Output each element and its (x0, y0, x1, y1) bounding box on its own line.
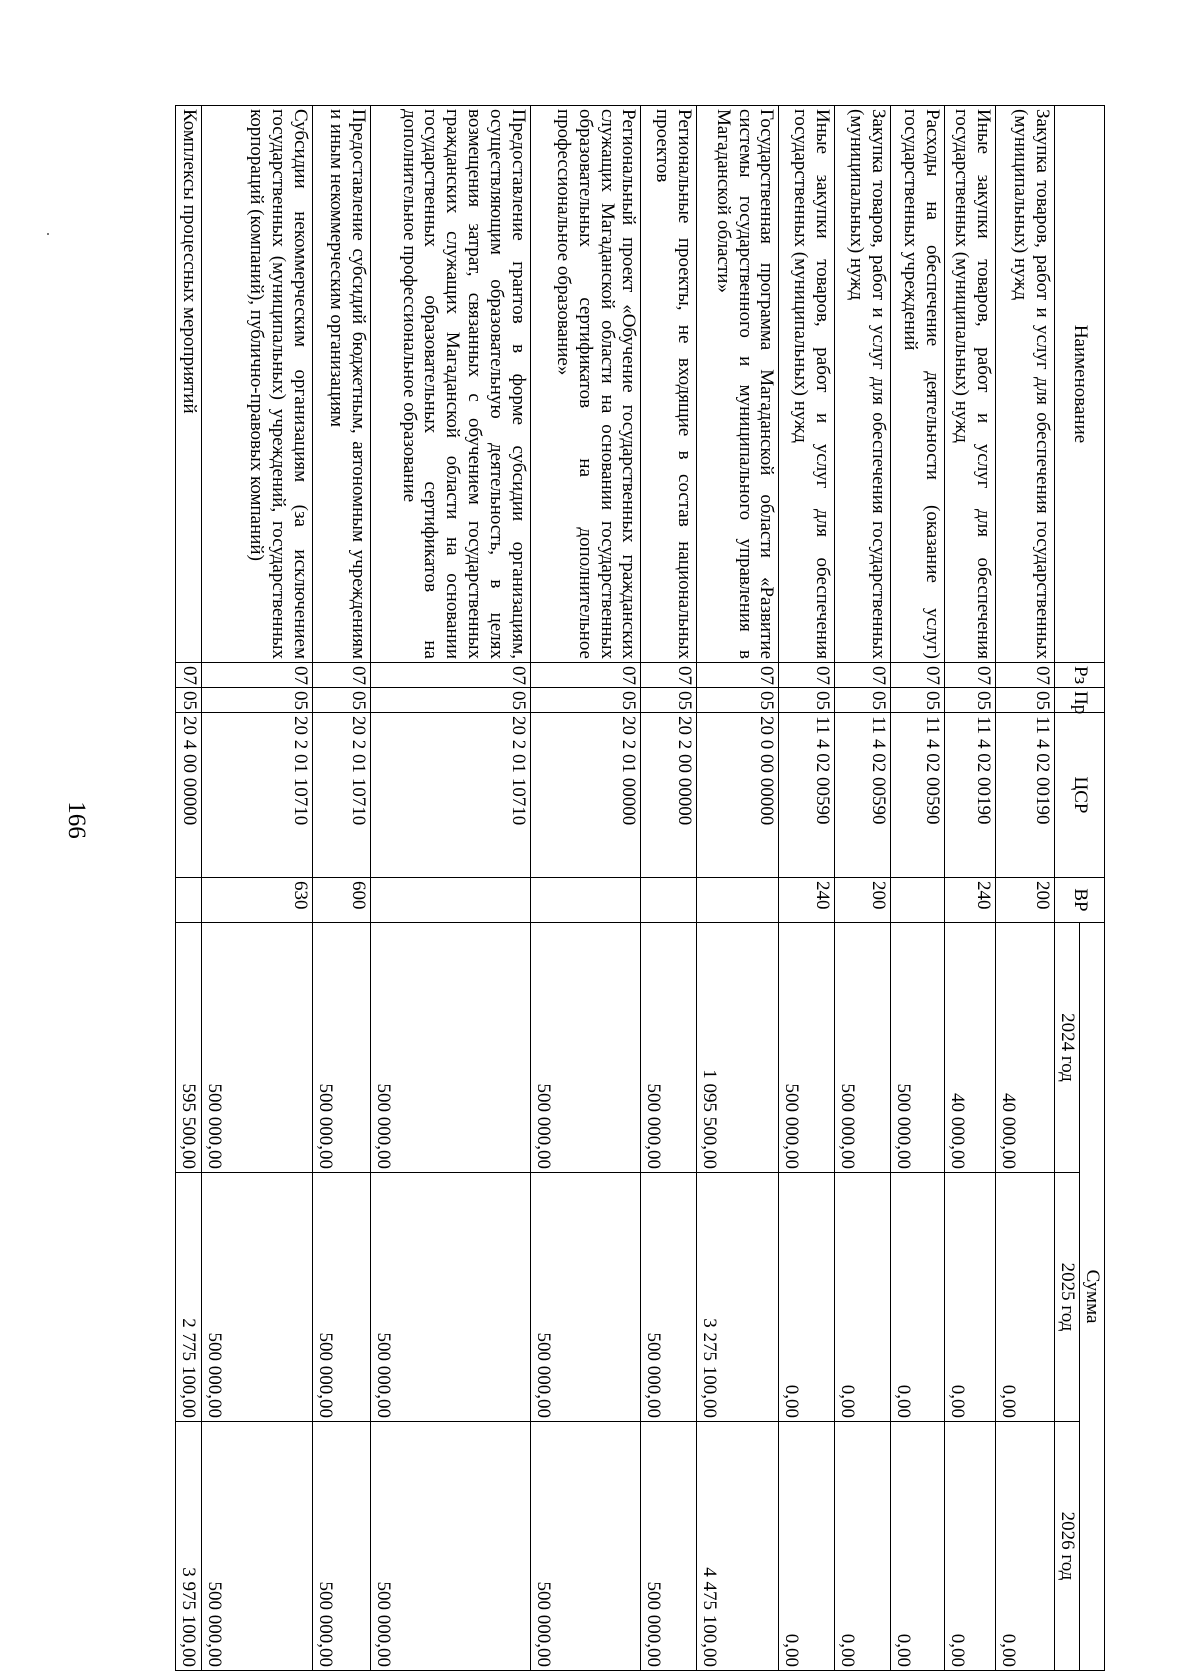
row-rz: 07 (944, 663, 996, 688)
row-amount-2025: 0,00 (891, 1173, 945, 1422)
row-amount-2024: 500 000,00 (891, 923, 945, 1173)
row-rz: 07 (996, 663, 1055, 688)
row-pr: 05 (891, 688, 945, 713)
row-name: Государственная программа Магаданской области «Развитие системы государственного и муниципального управления в Магаданской области» (697, 106, 779, 663)
row-vr (641, 878, 697, 923)
budget-table (175, 105, 1105, 1671)
row-pr: 05 (530, 688, 641, 713)
row-amount-2026: 0,00 (996, 1422, 1055, 1671)
row-amount-2024: 500 000,00 (530, 923, 641, 1173)
table-row (944, 106, 996, 1671)
row-name: Закупка товаров, работ и услуг для обеспечения государственных (муниципальных) нужд (835, 106, 891, 663)
row-csr: 20 4 00 00000 (176, 713, 202, 878)
rotated-table-container (175, 105, 1105, 1670)
row-amount-2024: 1 095 500,00 (697, 923, 779, 1173)
row-amount-2026: 500 000,00 (202, 1422, 313, 1671)
row-csr: 20 2 01 10710 (370, 713, 530, 878)
row-amount-2026: 0,00 (891, 1422, 945, 1671)
row-name: Расходы на обеспечение деятельности (оказание услуг) государственных учреждений (891, 106, 945, 663)
row-pr: 05 (176, 688, 202, 713)
row-pr: 05 (641, 688, 697, 713)
table-row (641, 106, 697, 1671)
row-amount-2026: 0,00 (835, 1422, 891, 1671)
row-vr: 200 (835, 878, 891, 923)
row-rz: 07 (835, 663, 891, 688)
row-csr: 20 2 01 00000 (530, 713, 641, 878)
row-amount-2025: 500 000,00 (370, 1173, 530, 1422)
row-csr: 11 4 02 00590 (779, 713, 835, 878)
header-2026: 2026 год (1055, 1422, 1080, 1671)
row-amount-2024: 500 000,00 (312, 923, 370, 1173)
row-rz: 07 (202, 663, 313, 688)
row-pr: 05 (202, 688, 313, 713)
row-vr (891, 878, 945, 923)
table-row (202, 106, 313, 1671)
row-name: Иные закупки товаров, работ и услуг для обеспечения государственных (муниципальных) нужд (944, 106, 996, 663)
row-pr: 05 (996, 688, 1055, 713)
row-name: Субсидии некоммерческим организациям (за исключением государственных (муниципальных) учреждений, государственных корпораций (компаний), публично-правовых компаний) (202, 106, 313, 663)
row-amount-2025: 0,00 (779, 1173, 835, 1422)
row-name: Закупка товаров, работ и услуг для обеспечения государственных (муниципальных) нужд (996, 106, 1055, 663)
row-amount-2026: 0,00 (944, 1422, 996, 1671)
row-amount-2024: 500 000,00 (370, 923, 530, 1173)
table-row (996, 106, 1055, 1671)
row-rz: 07 (530, 663, 641, 688)
row-amount-2024: 500 000,00 (641, 923, 697, 1173)
row-name: Комплексы процессных мероприятий (176, 106, 202, 663)
row-vr: 200 (996, 878, 1055, 923)
header-pr: Пр (1055, 688, 1105, 713)
row-csr: 20 0 00 00000 (697, 713, 779, 878)
row-amount-2026: 4 475 100,00 (697, 1422, 779, 1671)
header-vr: ВР (1055, 878, 1105, 923)
header-rz: Рз (1055, 663, 1105, 688)
row-amount-2024: 500 000,00 (835, 923, 891, 1173)
table-row (835, 106, 891, 1671)
row-amount-2025: 500 000,00 (641, 1173, 697, 1422)
row-csr: 11 4 02 00590 (891, 713, 945, 878)
row-pr: 05 (312, 688, 370, 713)
row-csr: 11 4 02 00190 (996, 713, 1055, 878)
row-amount-2024: 40 000,00 (944, 923, 996, 1173)
row-rz: 07 (779, 663, 835, 688)
row-rz: 07 (641, 663, 697, 688)
row-amount-2025: 0,00 (835, 1173, 891, 1422)
row-csr: 20 2 01 10710 (202, 713, 313, 878)
row-vr: 600 (312, 878, 370, 923)
row-rz: 07 (697, 663, 779, 688)
row-amount-2026: 500 000,00 (641, 1422, 697, 1671)
table-row (312, 106, 370, 1671)
row-name: Иные закупки товаров, работ и услуг для обеспечения государственных (муниципальных) нужд (779, 106, 835, 663)
page-number: 166 (63, 801, 90, 839)
row-amount-2024: 500 000,00 (202, 923, 313, 1173)
row-pr: 05 (697, 688, 779, 713)
row-amount-2026: 500 000,00 (370, 1422, 530, 1671)
row-vr: 240 (779, 878, 835, 923)
row-vr (697, 878, 779, 923)
row-name: Предоставление грантов в форме субсидии организациям, осуществляющим образовательную деятельность, в целях возмещения затрат, связанных с обучением государственных гражданских служащих Магаданской области на основании государственных образовательных сертификатов на дополнительное профессиональное образование (370, 106, 530, 663)
row-rz: 07 (176, 663, 202, 688)
row-vr (176, 878, 202, 923)
row-amount-2026: 0,00 (779, 1422, 835, 1671)
row-amount-2025: 500 000,00 (202, 1173, 313, 1422)
header-name: Наименование (1055, 106, 1105, 663)
row-amount-2026: 3 975 100,00 (176, 1422, 202, 1671)
header-csr: ЦСР (1055, 713, 1105, 878)
row-rz: 07 (370, 663, 530, 688)
header-2024: 2024 год (1055, 923, 1080, 1173)
row-vr (530, 878, 641, 923)
row-amount-2025: 0,00 (996, 1173, 1055, 1422)
row-amount-2024: 500 000,00 (779, 923, 835, 1173)
row-amount-2024: 40 000,00 (996, 923, 1055, 1173)
row-vr: 630 (202, 878, 313, 923)
row-vr: 240 (944, 878, 996, 923)
header-sum: Сумма (1080, 923, 1105, 1671)
row-csr: 11 4 02 00590 (835, 713, 891, 878)
header-2025: 2025 год (1055, 1173, 1080, 1422)
row-vr (370, 878, 530, 923)
table-body (176, 106, 1055, 1671)
row-pr: 05 (779, 688, 835, 713)
row-rz: 07 (312, 663, 370, 688)
row-amount-2025: 500 000,00 (530, 1173, 641, 1422)
table-row (176, 106, 202, 1671)
table-row (370, 106, 530, 1671)
table-row (697, 106, 779, 1671)
scan-speck (47, 233, 49, 235)
row-amount-2024: 595 500,00 (176, 923, 202, 1173)
row-csr: 11 4 02 00190 (944, 713, 996, 878)
table-row (779, 106, 835, 1671)
row-amount-2025: 3 275 100,00 (697, 1173, 779, 1422)
row-pr: 05 (944, 688, 996, 713)
row-amount-2026: 500 000,00 (312, 1422, 370, 1671)
row-amount-2025: 500 000,00 (312, 1173, 370, 1422)
row-amount-2025: 2 775 100,00 (176, 1173, 202, 1422)
row-name: Региональный проект «Обучение государственных гражданских служащих Магаданской области на основании государственных образовательных сертификатов на дополнительное профессиональное образование» (530, 106, 641, 663)
row-name: Региональные проекты, не входящие в состав национальных проектов (641, 106, 697, 663)
row-amount-2025: 0,00 (944, 1173, 996, 1422)
row-csr: 20 2 00 00000 (641, 713, 697, 878)
row-name: Предоставление субсидий бюджетным, автономным учреждениям и иным некоммерческим организациям (312, 106, 370, 663)
row-rz: 07 (891, 663, 945, 688)
table-row (530, 106, 641, 1671)
row-pr: 05 (370, 688, 530, 713)
row-pr: 05 (835, 688, 891, 713)
table-row (891, 106, 945, 1671)
row-csr: 20 2 01 10710 (312, 713, 370, 878)
row-amount-2026: 500 000,00 (530, 1422, 641, 1671)
